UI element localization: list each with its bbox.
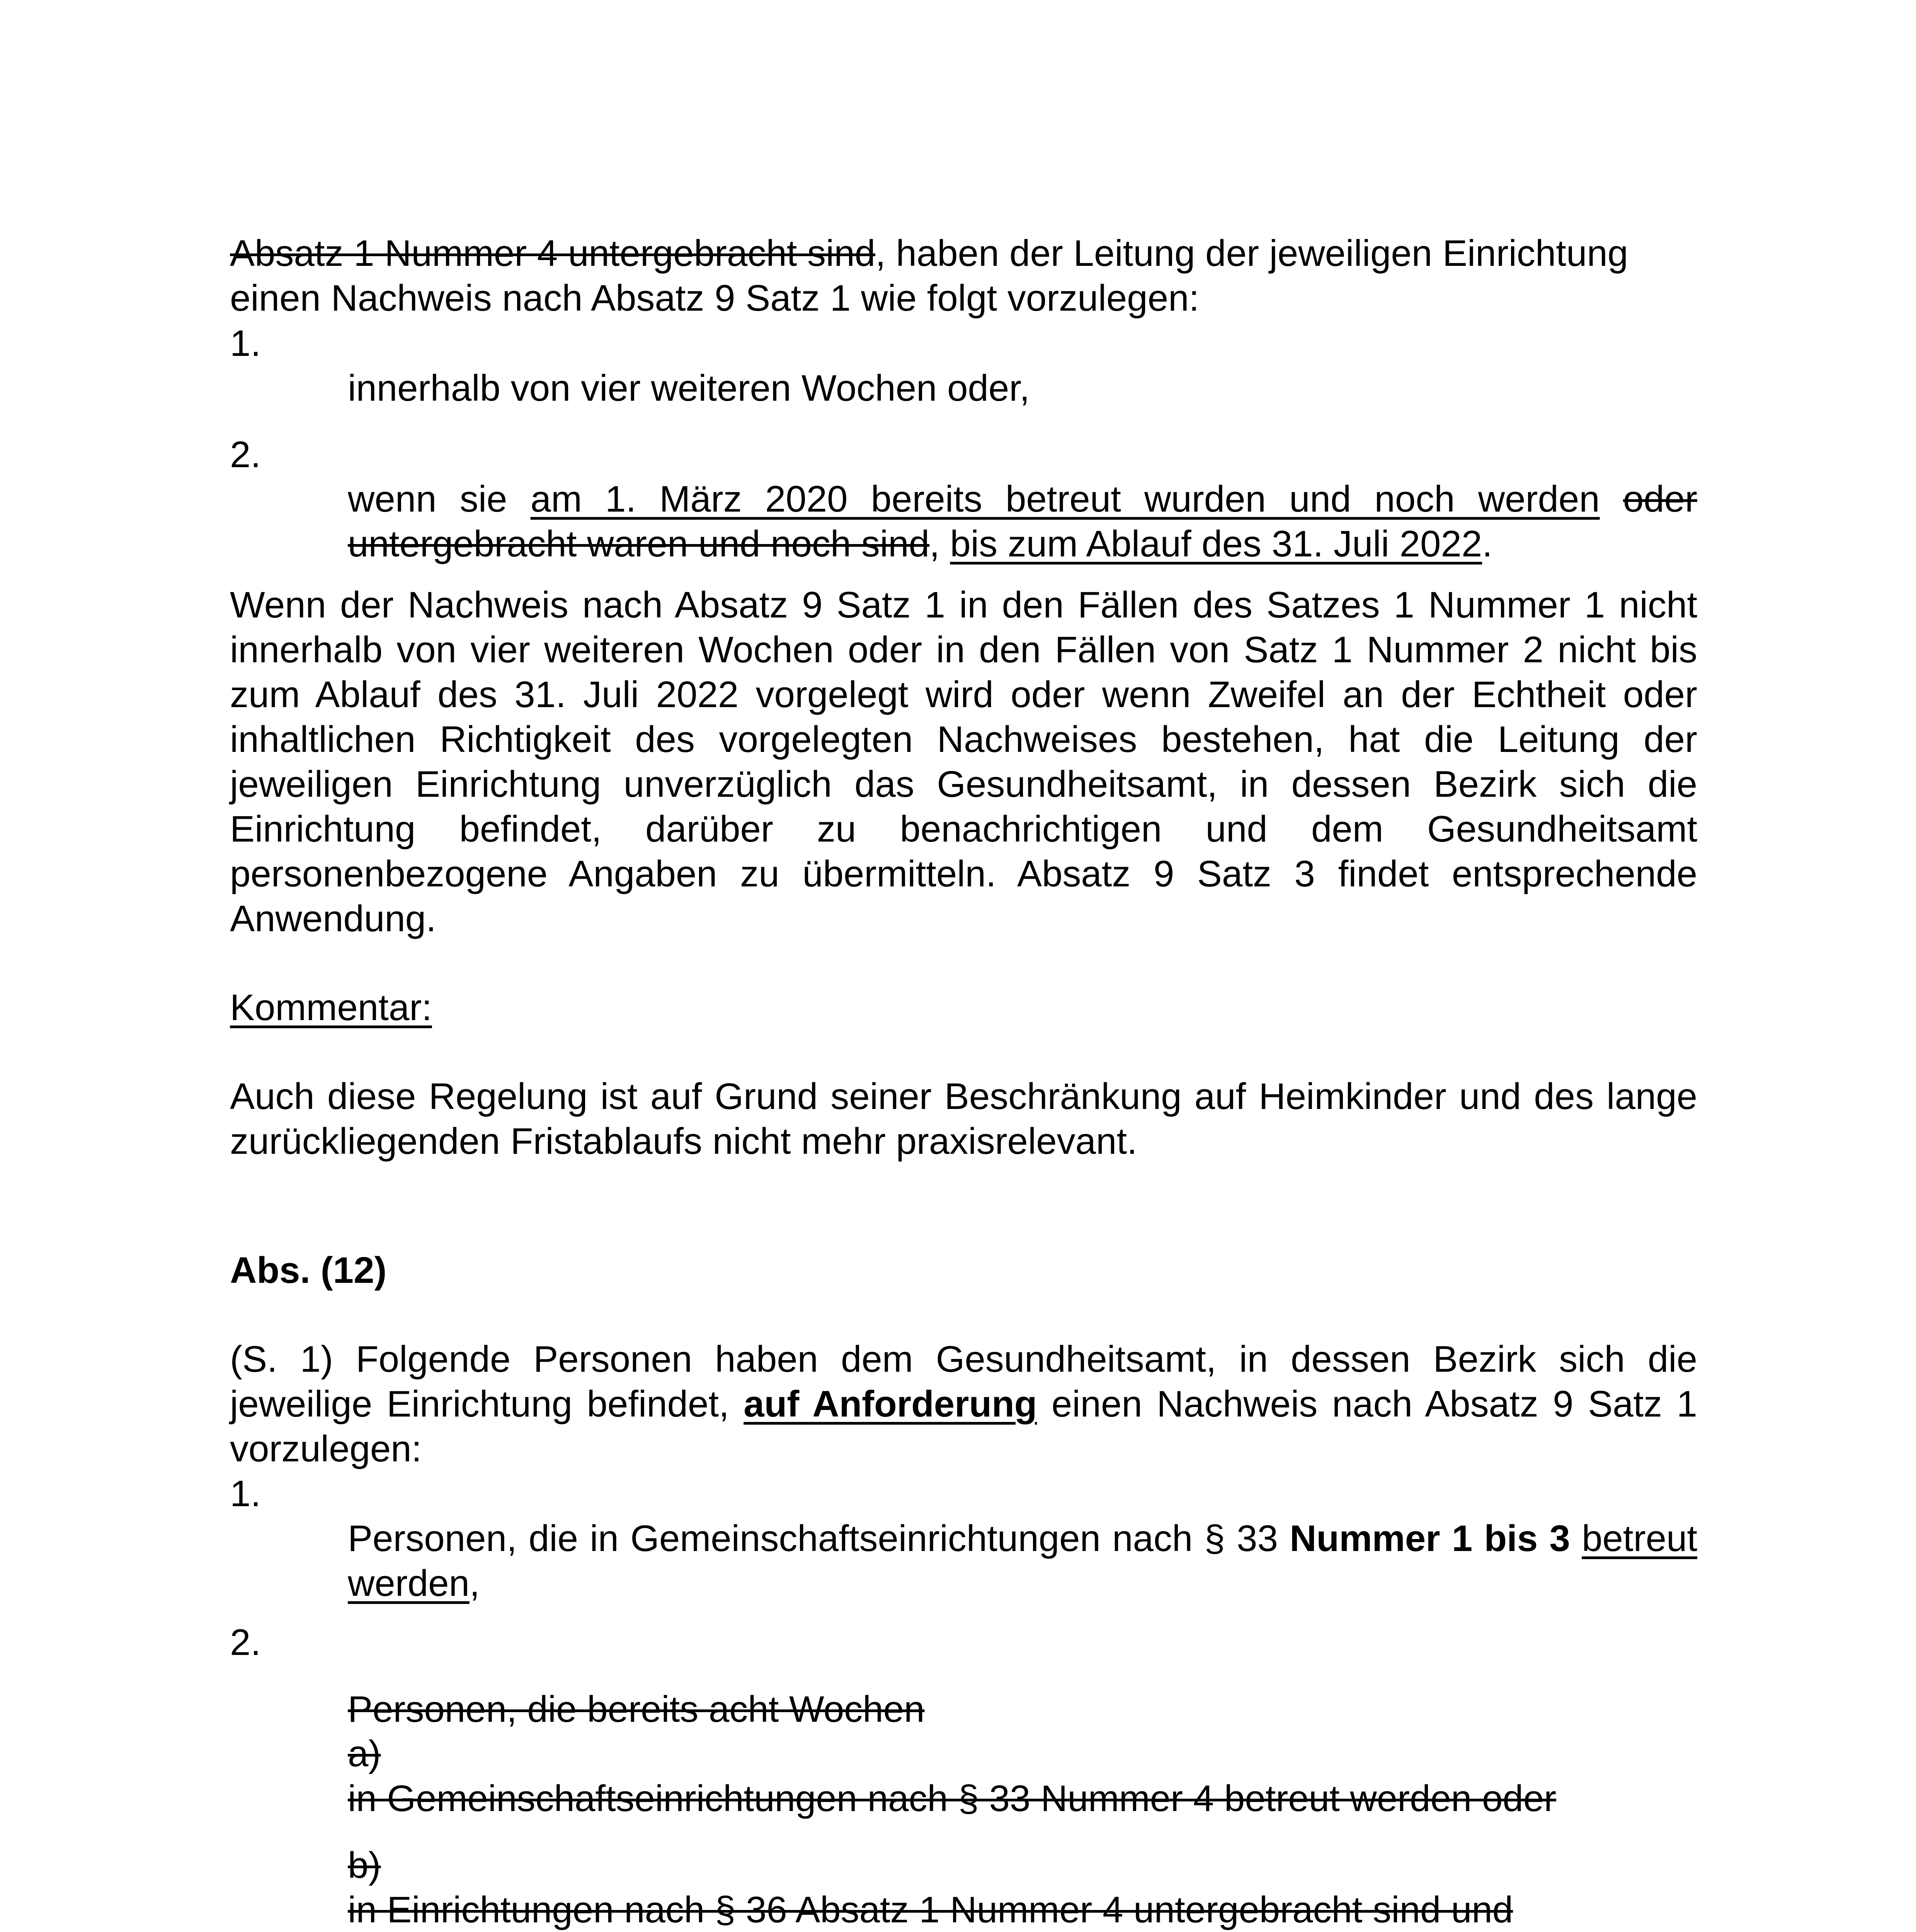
section-heading [230,1248,1697,1293]
list-number: 1. [230,1473,261,1514]
struck-text: in Gemeinschaftseinrichtungen nach § 33 Nummer 4 betreut werden oder [348,1778,1557,1819]
struck-text: Personen, die bereits acht Wochen [348,1689,925,1730]
underlined-text: bis zum Ablauf des 31. Juli 2022 [950,523,1482,565]
plain-text: Personen, die in Gemeinschaftseinrichtungen nach § 33 [348,1518,1290,1559]
list-number: 1. [230,323,261,364]
body-paragraph: Wenn der Nachweis nach Absatz 9 Satz 1 in den Fällen des Satzes 1 Nummer 1 nicht innerhalb von vier weiteren Wochen oder in den Fällen von Satz 1 Nummer 2 nicht bis zum Ablauf des 31. Juli 2022 vorgelegt wird oder wenn Zweifel an der Echtheit oder inhaltlichen Richtigkeit des vorgelegten Nachweises bestehen, hat die Leitung der jeweiligen Einrichtung unverzüglich das Gesundheitsamt, in dessen Bezirk sich die Einrichtung befindet, darüber zu benachrichtigen und dem Gesundheitsamt personenbezogene Angaben zu übermitteln. Absatz 9 Satz 3 findet entsprechende Anwendung. [230,584,1697,939]
struck-text: b) [348,1845,381,1886]
list-number: 2. [230,434,261,475]
struck-list-text [348,1687,1697,1732]
section-heading-text: Abs. (12) [230,1250,387,1291]
plain-text: (S. 1) Folgende Personen haben dem Gesundheitsamt, in dessen Bezirk sich die jeweilige Einrichtung befindet, [230,1338,1697,1425]
struck-text: in Einrichtungen nach § 36 Absatz 1 Nummer 4 untergebracht sind und [348,1889,1513,1930]
bold-underlined-text: auf Anforderung [744,1383,1037,1425]
plain-text: . [1482,523,1492,565]
kommentar-label: Kommentar: [230,987,432,1028]
list-number: 2. [230,1622,261,1663]
underlined-text: betreut werden [348,1518,1698,1604]
struck-text: a) [348,1733,381,1774]
intro-text-line2: einen Nachweis nach Absatz 9 Satz 1 wie folgt vorzulegen: [230,277,1200,319]
sub-item-label [348,1731,1697,1776]
sub-item-text [348,1776,1697,1821]
list-item-text [348,477,1697,566]
underlined-text: am 1. März 2020 bereits betreut wurden und noch werden [530,478,1600,520]
struck-text: Absatz 1 Nummer 4 untergebracht sind [230,233,876,274]
plain-text: einen Nachweis nach Absatz 9 Satz 1 vorzulegen: [230,1383,1698,1469]
bold-text: Nummer 1 bis 3 [1290,1518,1570,1559]
abs12-sentence-1 [230,1337,1697,1471]
struck-text: oder untergebracht waren und noch sind [348,478,1697,565]
plain-text: wenn sie [348,478,531,520]
sub-item-text [348,1888,1697,1932]
sub-item-label [348,1843,1697,1888]
list-item-text: innerhalb von vier weiteren Wochen oder, [348,367,1030,409]
plain-text: , [469,1563,480,1604]
kommentar-block [230,985,1697,1030]
kommentar-text: Auch diese Regelung ist auf Grund seiner Beschränkung auf Heimkinder und des lange zurückliegenden Fristablaufs nicht mehr praxisrelevant. [230,1076,1697,1162]
intro-paragraph [230,231,1697,321]
list-item-text [348,1516,1697,1606]
intro-text: , haben der Leitung der jeweiligen Einrichtung [875,233,1628,274]
plain-text: , [929,523,950,565]
